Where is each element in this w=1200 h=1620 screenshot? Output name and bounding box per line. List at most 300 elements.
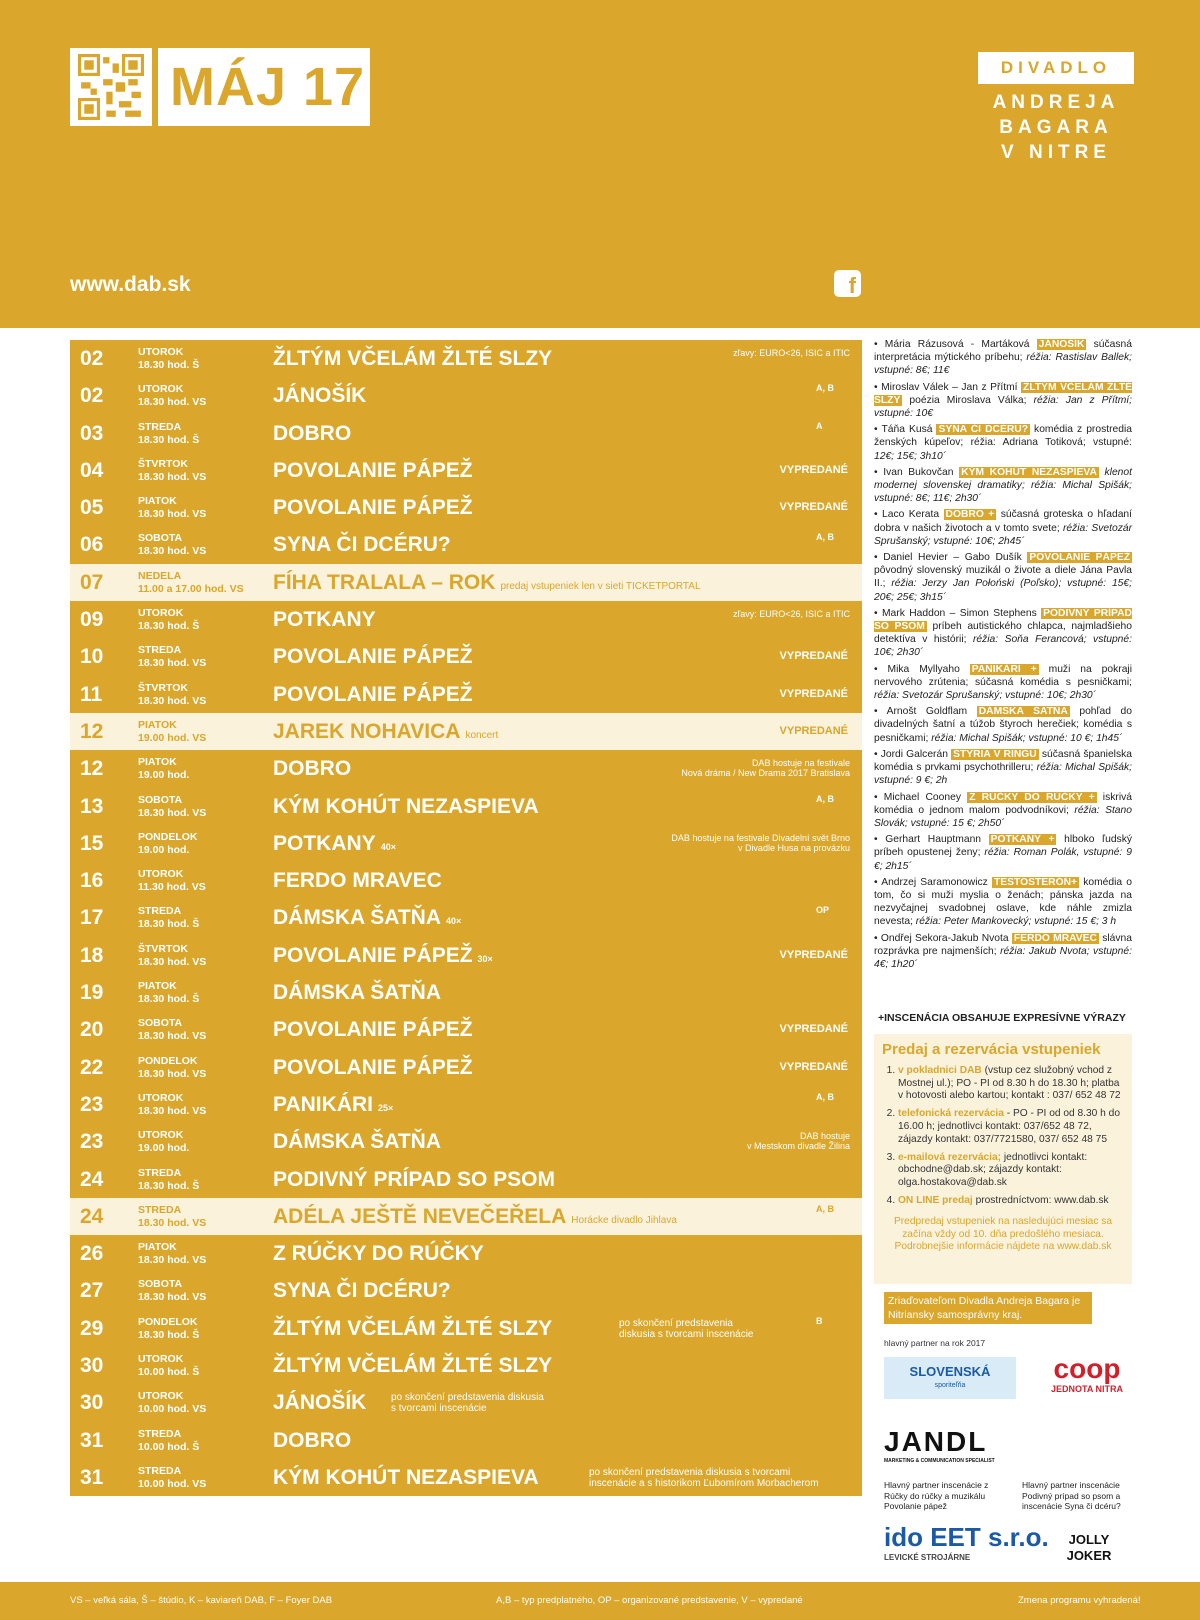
row-day: 30 xyxy=(80,1391,104,1415)
ticket-item-text: - PO - PI od od 8.30 h do 16.00 h; jednotlivci kontakt: 037/652 48 72, zájazdy kontakt: 037/7721580, 037/ 652 48 75 xyxy=(898,1108,1120,1145)
ticket-item xyxy=(898,1152,1124,1190)
row-title[interactable] xyxy=(273,419,351,449)
row-weekday: PONDELOK xyxy=(138,1315,198,1328)
row-day: 30 xyxy=(80,1354,104,1378)
row-title-text: DÁMSKA ŠATŇA xyxy=(273,906,441,930)
row-title[interactable] xyxy=(273,605,376,635)
row-title[interactable] xyxy=(273,792,539,822)
row-title-text: FÍHA TRALALA – ROK xyxy=(273,570,496,594)
row-title[interactable] xyxy=(273,344,552,374)
month-title: MÁJ 17 xyxy=(158,48,370,126)
description-title: POTKANY + xyxy=(990,834,1055,846)
row-title[interactable] xyxy=(273,1351,552,1381)
row-day: 24 xyxy=(80,1167,104,1191)
description-credits: réžia: Soňa Ferancová; vstupné: 10€; 2h30´ xyxy=(874,634,1132,659)
row-weekday: UTOROK xyxy=(138,868,184,881)
description-text: slávna rozprávka pre najmenších; xyxy=(874,932,1132,957)
description-author: • Miroslav Válek – Jan z Přítmí xyxy=(874,381,1022,393)
row-title[interactable] xyxy=(273,978,441,1008)
row-side-note: zľavy: EURO<26, ISIC a ITIC xyxy=(733,609,850,620)
row-day: 17 xyxy=(80,906,104,930)
schedule-row[interactable] xyxy=(70,1198,862,1235)
row-time: 18.30 hod. VS xyxy=(138,806,207,819)
schedule-row[interactable] xyxy=(70,377,862,414)
row-day: 03 xyxy=(80,421,104,445)
schedule-row[interactable] xyxy=(70,1049,862,1086)
header xyxy=(0,0,1200,328)
qr-code-icon xyxy=(76,54,146,120)
row-title[interactable] xyxy=(273,642,473,672)
row-title-text: POVOLANIE PÁPEŽ xyxy=(273,496,473,520)
row-title[interactable] xyxy=(273,866,442,896)
row-time: 18.30 hod. Š xyxy=(138,620,200,633)
row-title[interactable] xyxy=(273,903,461,936)
row-day: 05 xyxy=(80,496,104,520)
row-day: 13 xyxy=(80,794,104,818)
row-day: 07 xyxy=(80,570,104,594)
description-credits: réžia: Stano Slovák; vstupné: 15 €; 2h50´ xyxy=(874,804,1132,829)
schedule-row[interactable] xyxy=(70,1235,862,1272)
description-text: komédia z prostredia ženských kúpeľov; réžia: Adriana Totiková; vstupné: xyxy=(874,424,1132,449)
theatre-line: ANDREJA xyxy=(992,92,1120,113)
row-time: 11.00 a 17.00 hod. VS xyxy=(138,582,244,595)
description-item xyxy=(874,705,1132,745)
ticket-item-text: (vstup cez služobný vchod z Mostnej ul.); PO - PI od 8.30 h do 18.30 h; platba v hotovosti alebo kartou; kontakt : 037/ 652 48 72 xyxy=(898,1064,1121,1102)
row-day: 15 xyxy=(80,831,104,855)
description-title: DÁMSKA ŠATŇA xyxy=(978,706,1068,718)
theatre-line: BAGARA xyxy=(999,117,1113,138)
row-weekday: STREDA xyxy=(138,1464,182,1477)
schedule-row[interactable] xyxy=(70,415,862,452)
schedule-row[interactable] xyxy=(70,1347,862,1384)
description-text: príbeh autistického chlapca, najmladšieho detektíva v histórii; xyxy=(874,621,1132,646)
partner-note-1: Hlavný partner inscenácie z Rúčky do rúčky a muzikálu Povolanie pápež xyxy=(884,1480,989,1511)
schedule-row[interactable] xyxy=(70,601,862,638)
row-title[interactable] xyxy=(273,1276,451,1306)
main-partner-label: hlavný partner na rok 2017 xyxy=(884,1338,986,1348)
row-weekday: STREDA xyxy=(138,1427,182,1440)
row-weekday: PONDELOK xyxy=(138,830,198,843)
ticket-item-text: prostredníctvom: www.dab.sk xyxy=(972,1194,1109,1206)
row-day: 02 xyxy=(80,384,104,408)
row-title-text: PANIKÁRI xyxy=(273,1092,373,1116)
row-title-text: DÁMSKA ŠATŇA xyxy=(273,1130,441,1154)
description-item xyxy=(874,466,1132,506)
row-discussion-note: po skončení predstavenia diskusia s tvorcami inscenácie xyxy=(391,1392,544,1415)
row-time: 18.30 hod. VS xyxy=(138,1030,207,1043)
row-time: 18.30 hod. VS xyxy=(138,657,207,670)
footer-disclaimer: Zmena programu vyhradená! xyxy=(1018,1595,1141,1606)
row-performance-count: 40× xyxy=(446,916,462,927)
description-author: • Andrzej Saramonowicz xyxy=(874,876,992,888)
row-title[interactable] xyxy=(273,829,396,862)
description-item xyxy=(874,508,1132,548)
description-author: • Mária Rázusová - Martáková xyxy=(874,339,1037,350)
schedule-row[interactable] xyxy=(70,750,862,787)
row-title-text: POVOLANIE PÁPEŽ xyxy=(273,458,473,482)
sold-out-label: VYPREDANÉ xyxy=(779,1023,848,1036)
row-time: 19.00 hod. xyxy=(138,769,190,782)
schedule-row[interactable] xyxy=(70,564,862,601)
row-time: 18.30 hod. VS xyxy=(138,508,207,521)
sold-out-label: VYPREDANÉ xyxy=(779,1060,848,1073)
schedule-row[interactable] xyxy=(70,1123,862,1160)
row-title[interactable] xyxy=(273,1388,366,1418)
description-title: POVOLANIE PÁPEŽ xyxy=(1029,552,1131,564)
schedule-row[interactable] xyxy=(70,862,862,899)
row-weekday: PIATOK xyxy=(138,1241,177,1254)
row-time: 18.30 hod. VS xyxy=(138,1254,207,1267)
description-text: poézia Miroslava Válka; xyxy=(902,394,1034,406)
schedule-row[interactable] xyxy=(70,638,862,675)
description-item xyxy=(874,748,1132,788)
expressive-note: +INSCENÁCIA OBSAHUJE EXPRESÍVNE VÝRAZY xyxy=(878,1012,1126,1024)
description-text: súčasná groteska o hľadaní dobra v našich životoch a v tomto svete; xyxy=(874,509,1133,534)
row-day: 23 xyxy=(80,1092,104,1116)
row-title-text: POVOLANIE PÁPEŽ xyxy=(273,1055,473,1079)
ticket-item-text: jednotlivci kontakt: obchodne@dab.sk; zájazdy kontakt: olga.hostakova@dab.sk xyxy=(898,1151,1088,1189)
theatre-line: V NITRE xyxy=(1001,142,1111,163)
sold-out-label: VYPREDANÉ xyxy=(779,724,848,737)
description-text: komédia o tom, čo si muži myslia o ženách; pánska jazda na nezvyčajnej svadobnej oslave, kde náhle zmizla nevesta; xyxy=(874,876,1132,928)
row-time: 18.30 hod. VS xyxy=(138,694,207,707)
row-weekday: SOBOTA xyxy=(138,793,183,806)
coop-name: coop xyxy=(1053,1353,1121,1384)
subscription-type: A, B xyxy=(816,1091,834,1102)
performance-descriptions xyxy=(874,338,1132,974)
row-title-text: POVOLANIE PÁPEŽ xyxy=(273,645,473,669)
row-time: 18.30 hod. Š xyxy=(138,993,200,1006)
sold-out-label: VYPREDANÉ xyxy=(779,687,848,700)
row-title[interactable] xyxy=(273,1015,473,1045)
row-day: 12 xyxy=(80,757,104,781)
row-time: 18.30 hod. VS xyxy=(138,470,207,483)
description-author: • Mark Haddon – Simon Stephens xyxy=(874,607,1042,619)
row-title[interactable] xyxy=(273,941,493,974)
row-side-note: DAB hostuje na festivale Nová dráma / New Drama 2017 Bratislava xyxy=(681,758,850,779)
founder-note: Zriaďovateľom Divadla Andreja Bagara je Nitriansky samosprávny kraj. xyxy=(884,1292,1092,1324)
description-author: • Gerhart Hauptmann xyxy=(874,834,989,846)
row-day: 06 xyxy=(80,533,104,557)
schedule-row[interactable] xyxy=(70,937,862,974)
row-title[interactable] xyxy=(273,381,366,411)
description-text: pôvodný slovenský muzikál o živote a diele Jána Pavla II.; xyxy=(874,565,1132,590)
row-title-text: ADÉLA JEŠTĚ NEVEČEŘELA xyxy=(273,1204,567,1228)
description-author: • Laco Kerata xyxy=(874,509,944,521)
subscription-type: A, B xyxy=(816,532,834,543)
row-title[interactable] xyxy=(273,493,473,523)
row-title-text: DOBRO xyxy=(273,1428,352,1452)
footer-legend-types: A,B – typ predplatného, OP – organizované predstavenie, V – vypredané xyxy=(496,1595,803,1606)
description-title: PANIKÁRI + xyxy=(971,663,1037,675)
sold-out-label: VYPREDANÉ xyxy=(779,650,848,663)
description-title: Z RÚČKY DO RÚČKY + xyxy=(969,791,1095,803)
row-title-text: POVOLANIE PÁPEŽ xyxy=(273,943,473,967)
ido-logo xyxy=(884,1522,1049,1562)
schedule-row[interactable] xyxy=(70,1384,862,1421)
row-weekday: SOBOTA xyxy=(138,1278,183,1291)
row-title[interactable] xyxy=(273,1239,484,1269)
description-title: PODIVNÝ PRÍPAD SO PSOM xyxy=(874,607,1132,633)
schedule-row[interactable] xyxy=(70,1161,862,1198)
row-title-text: ŽLTÝM VČELÁM ŽLTÉ SLZY xyxy=(273,1316,553,1340)
ticket-heading: Predaj a rezervácia vstupeniek xyxy=(882,1041,1101,1058)
row-time: 10.00 hod. Š xyxy=(138,1440,200,1453)
row-inline-note: predaj vstupeniek len v sieti TICKETPORTAL xyxy=(500,580,701,592)
row-weekday: STREDA xyxy=(138,644,182,657)
row-title[interactable] xyxy=(273,568,701,602)
row-title[interactable] xyxy=(273,456,473,486)
row-title[interactable] xyxy=(273,1426,351,1456)
row-title[interactable] xyxy=(273,530,451,560)
website-link[interactable]: www.dab.sk xyxy=(70,273,191,296)
description-item xyxy=(874,607,1132,660)
row-time: 18.30 hod. VS xyxy=(138,545,207,558)
schedule-row[interactable] xyxy=(70,676,862,713)
qr-code[interactable] xyxy=(70,48,152,126)
row-day: 12 xyxy=(80,719,104,743)
description-author: • Arnošt Goldflam xyxy=(874,706,977,718)
schedule-row[interactable] xyxy=(70,1011,862,1048)
subscription-type: A, B xyxy=(816,1203,834,1214)
row-weekday: UTOROK xyxy=(138,607,184,620)
row-weekday: ŠTVRTOK xyxy=(138,942,188,955)
row-weekday: UTOROK xyxy=(138,383,184,396)
description-title: DOBRO + xyxy=(945,509,995,521)
ticket-list xyxy=(882,1065,1124,1208)
row-day: 29 xyxy=(80,1316,104,1340)
description-author: • Ivan Bukovčan xyxy=(874,466,960,478)
row-day: 23 xyxy=(80,1130,104,1154)
footer xyxy=(0,1582,1200,1620)
row-weekday: PIATOK xyxy=(138,718,177,731)
row-weekday: UTOROK xyxy=(138,1390,184,1403)
row-title[interactable] xyxy=(273,1053,473,1083)
description-title: ŽLTÝM VČELÁM ŽLTÉ SLZY xyxy=(874,381,1132,406)
row-weekday: SOBOTA xyxy=(138,532,183,545)
row-title-text: ŽLTÝM VČELÁM ŽLTÉ SLZY xyxy=(273,1354,553,1378)
schedule-row[interactable] xyxy=(70,1310,862,1347)
description-text: iskrivá komédia o jednom malom podvodníkovi; xyxy=(874,791,1132,816)
description-item xyxy=(874,663,1132,703)
row-discussion-note: po skončení predstavenia diskusia s tvorcami inscenácie a s historikom Ľubomírom Morbacherom xyxy=(589,1466,819,1489)
ticket-item-lead: ON LINE predaj xyxy=(898,1194,973,1206)
description-title: ŠTYRIA V RINGU xyxy=(953,748,1037,760)
row-time: 18.30 hod. Š xyxy=(138,359,200,371)
partner-note-2: Hlavný partner inscenácie Podivný prípad so psom a inscenácie Syna či dcéru? xyxy=(1022,1480,1121,1511)
description-credits: réžia: Roman Polák, vstupné: 9 €; 2h15´ xyxy=(874,847,1132,872)
description-item xyxy=(874,551,1132,604)
row-time: 18.30 hod. Š xyxy=(138,433,200,446)
description-text: muži na pokraji nervového zrútenia; súčasná komédia s pesničkami; xyxy=(874,663,1132,688)
description-item xyxy=(874,338,1132,378)
sold-out-label: VYPREDANÉ xyxy=(779,948,848,961)
row-time: 18.30 hod. VS xyxy=(138,1291,207,1304)
row-weekday: STREDA xyxy=(138,420,182,433)
schedule-table xyxy=(70,340,862,1496)
row-time: 18.30 hod. Š xyxy=(138,918,200,931)
row-performance-count: 40× xyxy=(380,841,396,852)
schedule-row[interactable] xyxy=(70,788,862,825)
row-performance-count: 30× xyxy=(477,953,493,964)
row-weekday: UTOROK xyxy=(138,1091,184,1104)
row-day: 31 xyxy=(80,1428,104,1452)
slsp-logo xyxy=(884,1357,1016,1399)
row-title[interactable] xyxy=(273,1463,539,1493)
description-text: pohľad do divadelných šatní a túžob štyroch herečiek; komédia s pesničkami; xyxy=(874,706,1132,744)
row-title-text: DOBRO xyxy=(273,421,352,445)
description-title: TESTOSTERÓN+ xyxy=(993,876,1078,888)
ticket-item xyxy=(898,1108,1124,1146)
row-title-text: JAREK NOHAVICA xyxy=(273,719,461,743)
row-side-note: DAB hostuje v Mestskom divadle Žilina xyxy=(746,1131,850,1152)
sold-out-label: VYPREDANÉ xyxy=(779,501,848,514)
subscription-type: A, B xyxy=(816,383,834,394)
description-author: • Jordi Galcerán xyxy=(874,748,952,760)
subscription-type: A xyxy=(816,420,823,431)
row-day: 31 xyxy=(80,1465,104,1489)
row-title-text: POTKANY xyxy=(273,831,376,855)
description-item xyxy=(874,791,1132,831)
schedule-row[interactable] xyxy=(70,452,862,489)
row-title-text: ŽLTÝM VČELÁM ŽLTÉ SLZY xyxy=(273,347,553,370)
coop-sub: JEDNOTA NITRA xyxy=(1051,1384,1123,1394)
row-time: 19.00 hod. VS xyxy=(138,731,207,744)
row-title-text: JÁNOŠÍK xyxy=(273,384,367,408)
row-day: 19 xyxy=(80,981,104,1005)
subscription-type: OP xyxy=(816,905,830,916)
jandl-sub: MARKETING & COMMUNICATION SPECIALIST xyxy=(884,1458,995,1464)
row-title-text: SYNA ČI DCÉRU? xyxy=(273,533,451,557)
description-text: súčasná španielska komédia s prvkami psychothrilleru; xyxy=(874,748,1132,774)
description-item xyxy=(874,833,1132,873)
row-title[interactable] xyxy=(273,717,498,751)
schedule-row[interactable] xyxy=(70,526,862,563)
description-credits: réžia: Jerzy Jan Połoński (Poľsko); vstupné: 15€; 20€; 25€; 3h15´ xyxy=(874,578,1132,603)
ido-name: ido EET s.r.o. xyxy=(884,1522,1049,1552)
schedule-row[interactable] xyxy=(70,1422,862,1459)
description-author: • Ondřej Sekora-Jakub Nvota xyxy=(874,932,1012,944)
theatre-logo-top: DIVADLO xyxy=(978,52,1134,84)
description-item xyxy=(874,381,1132,421)
description-title: SYNA ČI DCÉRU? xyxy=(938,424,1028,436)
theatre-logo-name xyxy=(978,90,1134,165)
row-time: 19.00 hod. xyxy=(138,1142,190,1155)
description-author: • Michael Cooney xyxy=(874,791,968,803)
description-text: súčasná interpretácia mýtického príbehu; xyxy=(874,339,1132,364)
row-title-text: Z RÚČKY DO RÚČKY xyxy=(273,1242,484,1266)
row-title[interactable] xyxy=(273,1090,393,1123)
coop-logo xyxy=(1048,1354,1126,1394)
row-weekday: STREDA xyxy=(138,1166,182,1179)
ticket-item-lead: v pokladnici DAB xyxy=(898,1064,982,1076)
row-title-text: POVOLANIE PÁPEŽ xyxy=(273,682,473,706)
schedule-row[interactable] xyxy=(70,1086,862,1123)
row-side-note: zľavy: EURO<26, ISIC a ITIC xyxy=(733,348,850,358)
row-title-text: FERDO MRAVEC xyxy=(273,869,442,893)
row-title[interactable] xyxy=(273,1314,552,1344)
row-title[interactable] xyxy=(273,1202,677,1236)
row-time: 18.30 hod. Š xyxy=(138,1179,200,1192)
row-time: 18.30 hod. VS xyxy=(138,1104,207,1117)
row-day: 16 xyxy=(80,869,104,893)
row-weekday: ŠTVRTOK xyxy=(138,457,188,470)
row-title-text: KÝM KOHÚT NEZASPIEVA xyxy=(273,794,539,818)
ticket-item-lead: e-mailová rezervácia; xyxy=(898,1151,1002,1163)
row-weekday: PIATOK xyxy=(138,495,177,508)
row-weekday: STREDA xyxy=(138,905,182,918)
schedule-row[interactable] xyxy=(70,974,862,1011)
row-time: 18.30 hod. VS xyxy=(138,955,207,968)
description-title: KÝM KOHÚT NEZASPIEVA xyxy=(961,466,1097,478)
description-title: JÁNOŠÍK xyxy=(1038,339,1085,350)
row-title-text: POTKANY xyxy=(273,608,376,632)
description-author: • Táňa Kusá xyxy=(874,424,937,436)
description-credits: 12€; 15€; 3h10´ xyxy=(874,450,947,462)
row-time: 18.30 hod. VS xyxy=(138,396,207,409)
schedule-row[interactable] xyxy=(70,825,862,862)
facebook-icon[interactable]: f xyxy=(834,270,861,297)
row-day: 04 xyxy=(80,458,104,482)
row-title[interactable] xyxy=(273,754,351,784)
row-title[interactable] xyxy=(273,680,473,710)
description-text: hlboko ľudský príbeh opustenej ženy; xyxy=(874,834,1133,859)
row-day: 27 xyxy=(80,1279,104,1303)
row-title[interactable] xyxy=(273,1165,555,1195)
row-day: 02 xyxy=(80,347,104,370)
sold-out-label: VYPREDANÉ xyxy=(779,463,848,476)
description-credits: réžia: Rastislav Ballek; vstupné: 8€; 11€ xyxy=(874,352,1132,377)
row-day: 11 xyxy=(80,682,103,706)
description-title: FERDO MRAVEC xyxy=(1013,932,1097,944)
schedule-row[interactable] xyxy=(70,899,862,936)
row-weekday: NEDELA xyxy=(138,569,182,582)
description-item xyxy=(874,876,1132,929)
row-weekday: PIATOK xyxy=(138,756,177,769)
description-author: • Daniel Hevier – Gabo Dušík xyxy=(874,552,1028,564)
footer-legend-halls: VS – veľká sála, Š – štúdio, K – kaviareň DAB, F – Foyer DAB xyxy=(70,1595,333,1606)
row-weekday: UTOROK xyxy=(138,346,184,358)
row-time: 19.00 hod. xyxy=(138,843,190,856)
row-title[interactable] xyxy=(273,1127,441,1157)
description-credits: réžia: Jan z Přítmí; vstupné: 10€ xyxy=(874,394,1132,420)
schedule-row[interactable] xyxy=(70,489,862,526)
row-time: 11.30 hod. VS xyxy=(138,881,206,894)
row-title-text: DÁMSKA ŠATŇA xyxy=(273,981,441,1005)
schedule-row[interactable] xyxy=(70,1459,862,1496)
ticket-item-lead: telefonická rezervácia xyxy=(898,1108,1004,1120)
row-day: 26 xyxy=(80,1242,104,1266)
theatre-logo xyxy=(978,52,1134,165)
ticket-item xyxy=(898,1195,1124,1208)
row-day: 22 xyxy=(80,1055,104,1079)
description-credits: réžia: Michal Spišák; vstupné: 9 €; 2h xyxy=(874,762,1132,787)
ticket-info-box xyxy=(874,1034,1132,1284)
row-time: 18.30 hod. VS xyxy=(138,1067,207,1080)
subscription-type: B xyxy=(816,1315,823,1326)
jandl-name: JANDL xyxy=(884,1426,988,1457)
schedule-row[interactable] xyxy=(70,1272,862,1309)
row-time: 10.00 hod. VS xyxy=(138,1403,207,1416)
description-credits: klenot modernej slovenskej dramatiky; réžia: Michal Spišák; vstupné: 8€; 11€; 2h30´ xyxy=(874,466,1132,505)
schedule-row[interactable] xyxy=(70,713,862,750)
row-performance-count: 25× xyxy=(377,1102,394,1113)
schedule-row[interactable] xyxy=(70,340,862,377)
jolly-joker-logo: JOLLY JOKER xyxy=(1066,1532,1112,1563)
row-day: 10 xyxy=(80,645,104,669)
row-weekday: UTOROK xyxy=(138,1353,184,1366)
description-credits: réžia: Peter Mankovecký; vstupné: 15 €; 3 h xyxy=(915,916,1117,928)
